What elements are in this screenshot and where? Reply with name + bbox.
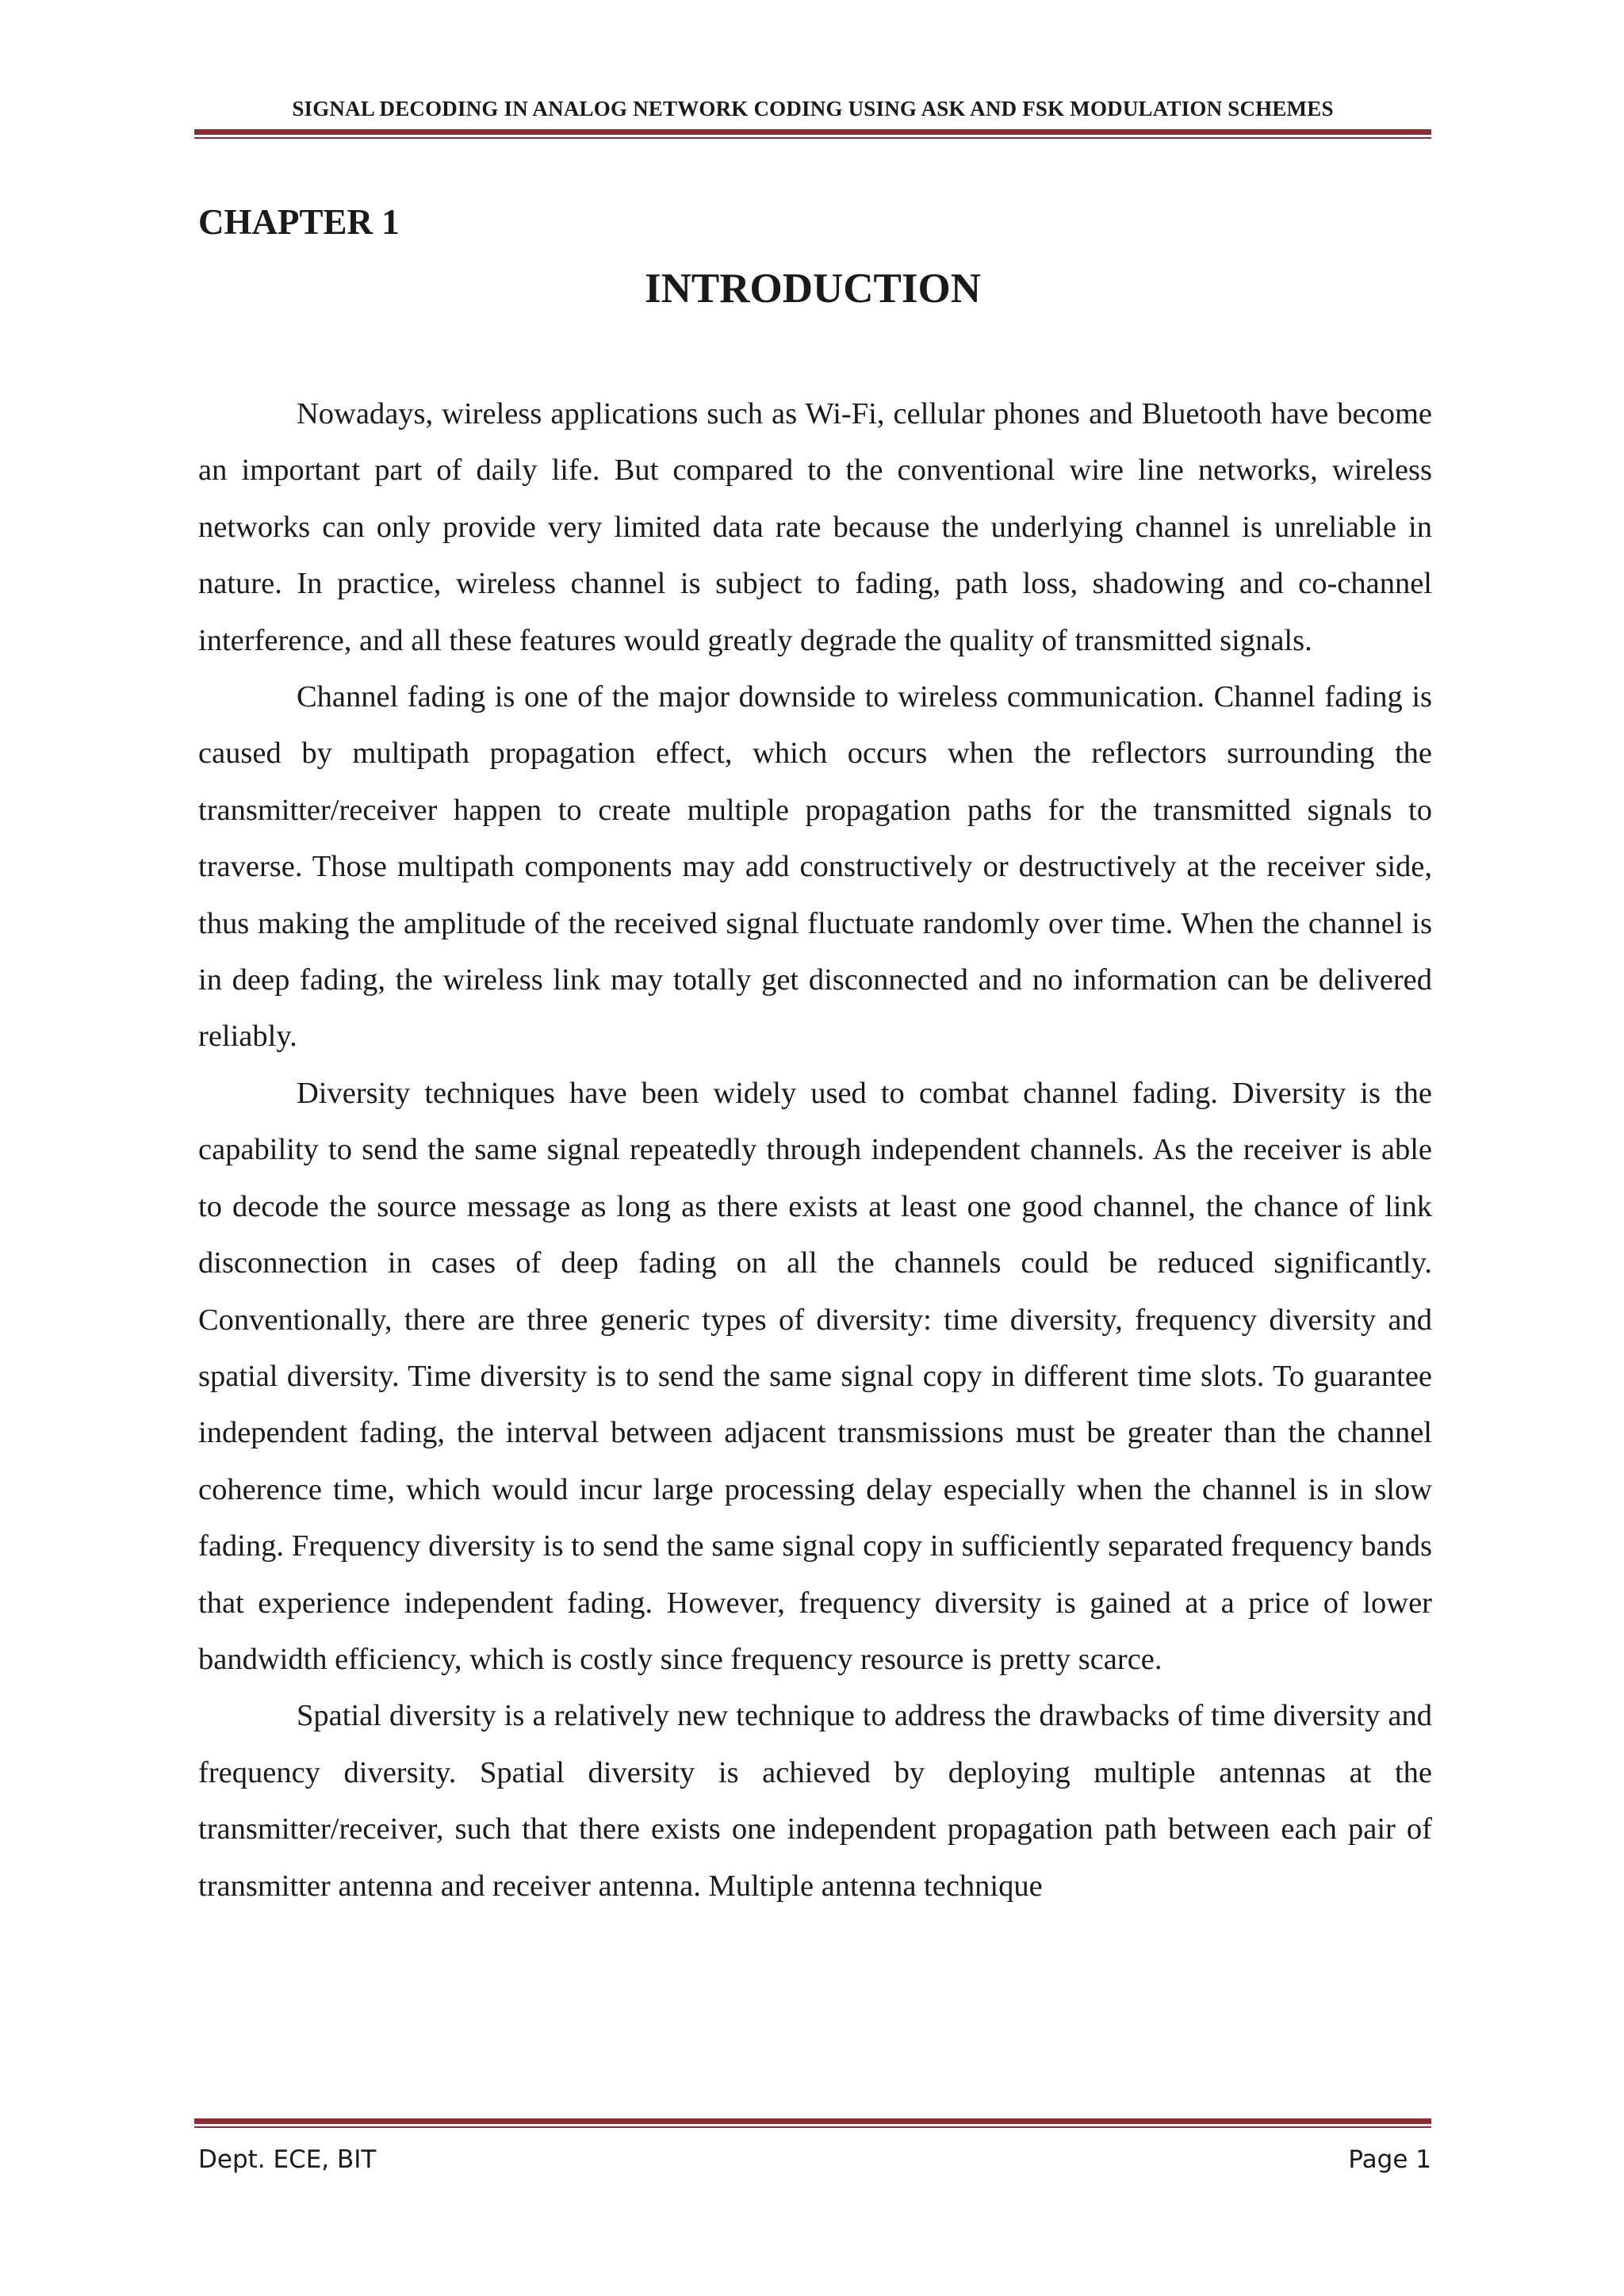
paragraph-2: Channel fading is one of the major downside to wireless communication. Channel fading is caused by multipath propagation effect, which occurs when the reflectors surrounding the transmitter/receiver happen to create multiple propagation paths for the transmitted signals to traverse. Those multipath components may add constructively or destructively at the receiver side, thus making the amplitude of the received signal fluctuate randomly over time. When the channel is in deep fading, the wireless link may totally get disconnected and no information can be delivered reliably. [198,680,1432,1054]
paragraph-4: Spatial diversity is a relatively new technique to address the drawbacks of time diversity and frequency diversity. Spatial diversity is achieved by deploying multiple antennas at the transmitter/receiver, such that there exists one independent propagation path between each pair of transmitter antenna and receiver antenna. Multiple antenna technique [198,1699,1432,1903]
footer-rule [194,2118,1431,2128]
paragraph-3: Diversity techniques have been widely used to combat channel fading. Diversity is the capability to send the same signal repeatedly through independent channels. As the receiver is able to decode the source message as long as there exists at least one good channel, the chance of link disconnection in cases of deep fading on all the channels could be reduced significantly. Conventionally, there are three generic types of diversity: time diversity, frequency diversity and spatial diversity. Time diversity is to send the same signal copy in different time slots. To guarantee independent fading, the interval between adjacent transmissions must be greater than the channel coherence time, which would incur large processing delay especially when the channel is in slow fading. Frequency diversity is to send the same signal copy in sufficiently separated frequency bands that experience independent fading. However, frequency diversity is gained at a price of lower bandwidth efficiency, which is costly since frequency resource is pretty scarce. [198,1076,1432,1676]
chapter-title: INTRODUCTION [644,266,982,312]
header-rule [194,129,1431,139]
body-text [198,386,1432,1915]
footer-department: Dept. ECE, BIT [198,2145,377,2174]
chapter-label: CHAPTER 1 [198,202,400,242]
footer-page-number: Page 1 [1348,2145,1431,2174]
paragraph-1: Nowadays, wireless applications such as Wi-Fi, cellular phones and Bluetooth have become an important part of daily life. But compared to the conventional wire line networks, wireless networks can only provide very limited data rate because the underlying channel is unreliable in nature. In practice, wireless channel is subject to fading, path loss, shadowing and co-channel interference, and all these features would greatly degrade the quality of transmitted signals. [198,397,1432,657]
running-header-title: SIGNAL DECODING IN ANALOG NETWORK CODING USING ASK AND FSK MODULATION SCHEMES [292,97,1334,121]
